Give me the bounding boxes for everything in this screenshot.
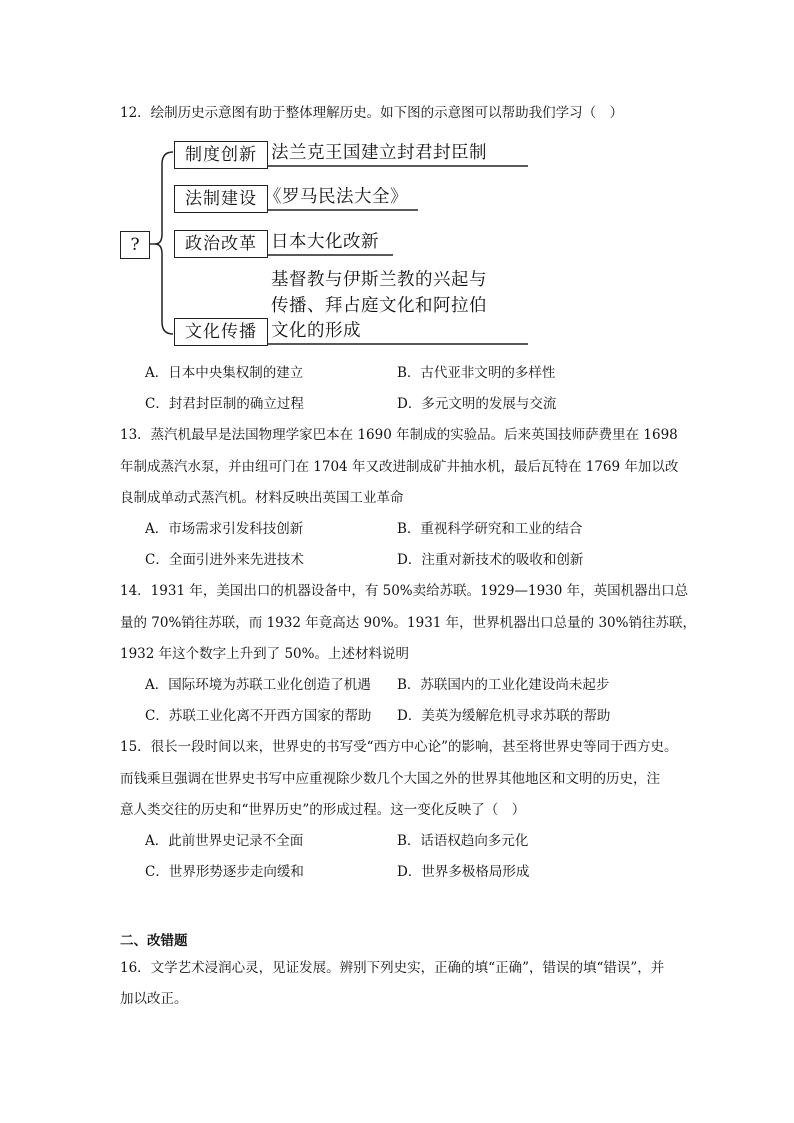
q16-line-1: 16．文学艺术浸润心灵，见证发展。辨别下列史实，正确的填“正确”，错误的填“错误”，并	[120, 960, 665, 976]
q13-option-d[interactable]: D．注重对新技术的吸收和创新	[397, 552, 584, 568]
diagram-text-legal: 《罗马民法大全》	[264, 187, 408, 207]
diagram-box-culture: 文化传播	[174, 318, 268, 346]
q15-option-c[interactable]: C．世界形势逐步走向缓和	[145, 864, 304, 880]
q12-option-d[interactable]: D．多元文明的发展与交流	[397, 396, 557, 412]
q12-diagram	[118, 138, 538, 350]
q14-option-a[interactable]: A．国际环境为苏联工业化创造了机遇	[145, 677, 371, 693]
q13-line-1: 13．蒸汽机最早是法国物理学家巴本在 1690 年制成的实验品。后来英国技师萨费里在 1698	[120, 427, 678, 443]
q15-option-b[interactable]: B．话语权趋向多元化	[397, 833, 529, 849]
diagram-text-political: 日本大化改新	[271, 232, 379, 252]
q13-line-2: 年制成蒸汽水泵，并由纽可门在 1704 年又改进制成矿井抽水机，最后瓦特在 1769 年加以改	[120, 459, 679, 475]
q12-option-a[interactable]: A．日本中央集权制的建立	[145, 365, 304, 381]
q12-option-c[interactable]: C．封君封臣制的确立过程	[145, 396, 304, 412]
diagram-box-legal: 法制建设	[174, 185, 268, 213]
q13-option-c[interactable]: C．全面引进外来先进技术	[145, 552, 304, 568]
q12-stem: 12．绘制历史示意图有助于整体理解历史。如下图的示意图可以帮助我们学习（ ）	[120, 105, 624, 121]
q15-option-d[interactable]: D．世界多极格局形成	[397, 864, 530, 880]
q15-line-2: 而钱乘旦强调在世界史书写中应重视除少数几个大国之外的世界其他地区和文明的历史，注	[120, 771, 660, 787]
q12-option-b[interactable]: B．古代亚非文明的多样性	[397, 365, 556, 381]
q14-line-1: 14．1931 年，美国出口的机器设备中，有 50%卖给苏联。1929—1930 年，英国机器出口总	[120, 583, 689, 599]
q13-option-b[interactable]: B．重视科学研究和工业的结合	[397, 521, 583, 537]
q14-option-d[interactable]: D．美英为缓解危机寻求苏联的帮助	[397, 708, 611, 724]
section-2-title: 二、改错题	[120, 933, 188, 949]
q15-line-1: 15．很长一段时间以来，世界史的书写受“西方中心论”的影响，甚至将世界史等同于西方史。	[120, 739, 678, 755]
q14-option-b[interactable]: B．苏联国内的工业化建设尚未起步	[397, 677, 610, 693]
q15-option-a[interactable]: A．此前世界史记录不全面	[145, 833, 304, 849]
q14-line-3: 1932 年这个数字上升到了 50%。上述材料说明	[120, 646, 409, 662]
diagram-box-political: 政治改革	[174, 230, 268, 258]
q13-option-a[interactable]: A．市场需求引发科技创新	[145, 521, 304, 537]
diagram-box-institution: 制度创新	[174, 141, 268, 169]
q16-line-2: 加以改正。	[120, 991, 188, 1007]
diagram-text-culture-line1: 基督教与伊斯兰教的兴起与	[271, 270, 487, 290]
q15-line-3: 意人类交往的历史和“世界历史”的形成过程。这一变化反映了（ ）	[120, 802, 526, 818]
diagram-question-mark-box: ?	[120, 231, 150, 259]
diagram-text-culture-line3: 文化的形成	[271, 321, 361, 341]
q14-line-2: 量的 70%销往苏联，而 1932 年竟高达 90%。1931 年，世界机器出口总量的 30%销往苏联，	[120, 615, 696, 631]
q14-option-c[interactable]: C．苏联工业化离不开西方国家的帮助	[145, 708, 372, 724]
q13-line-3: 良制成单动式蒸汽机。材料反映出英国工业革命	[120, 490, 404, 506]
diagram-text-culture-line2: 传播、拜占庭文化和阿拉伯	[271, 296, 487, 316]
diagram-text-institution: 法兰克王国建立封君封臣制	[271, 143, 487, 163]
